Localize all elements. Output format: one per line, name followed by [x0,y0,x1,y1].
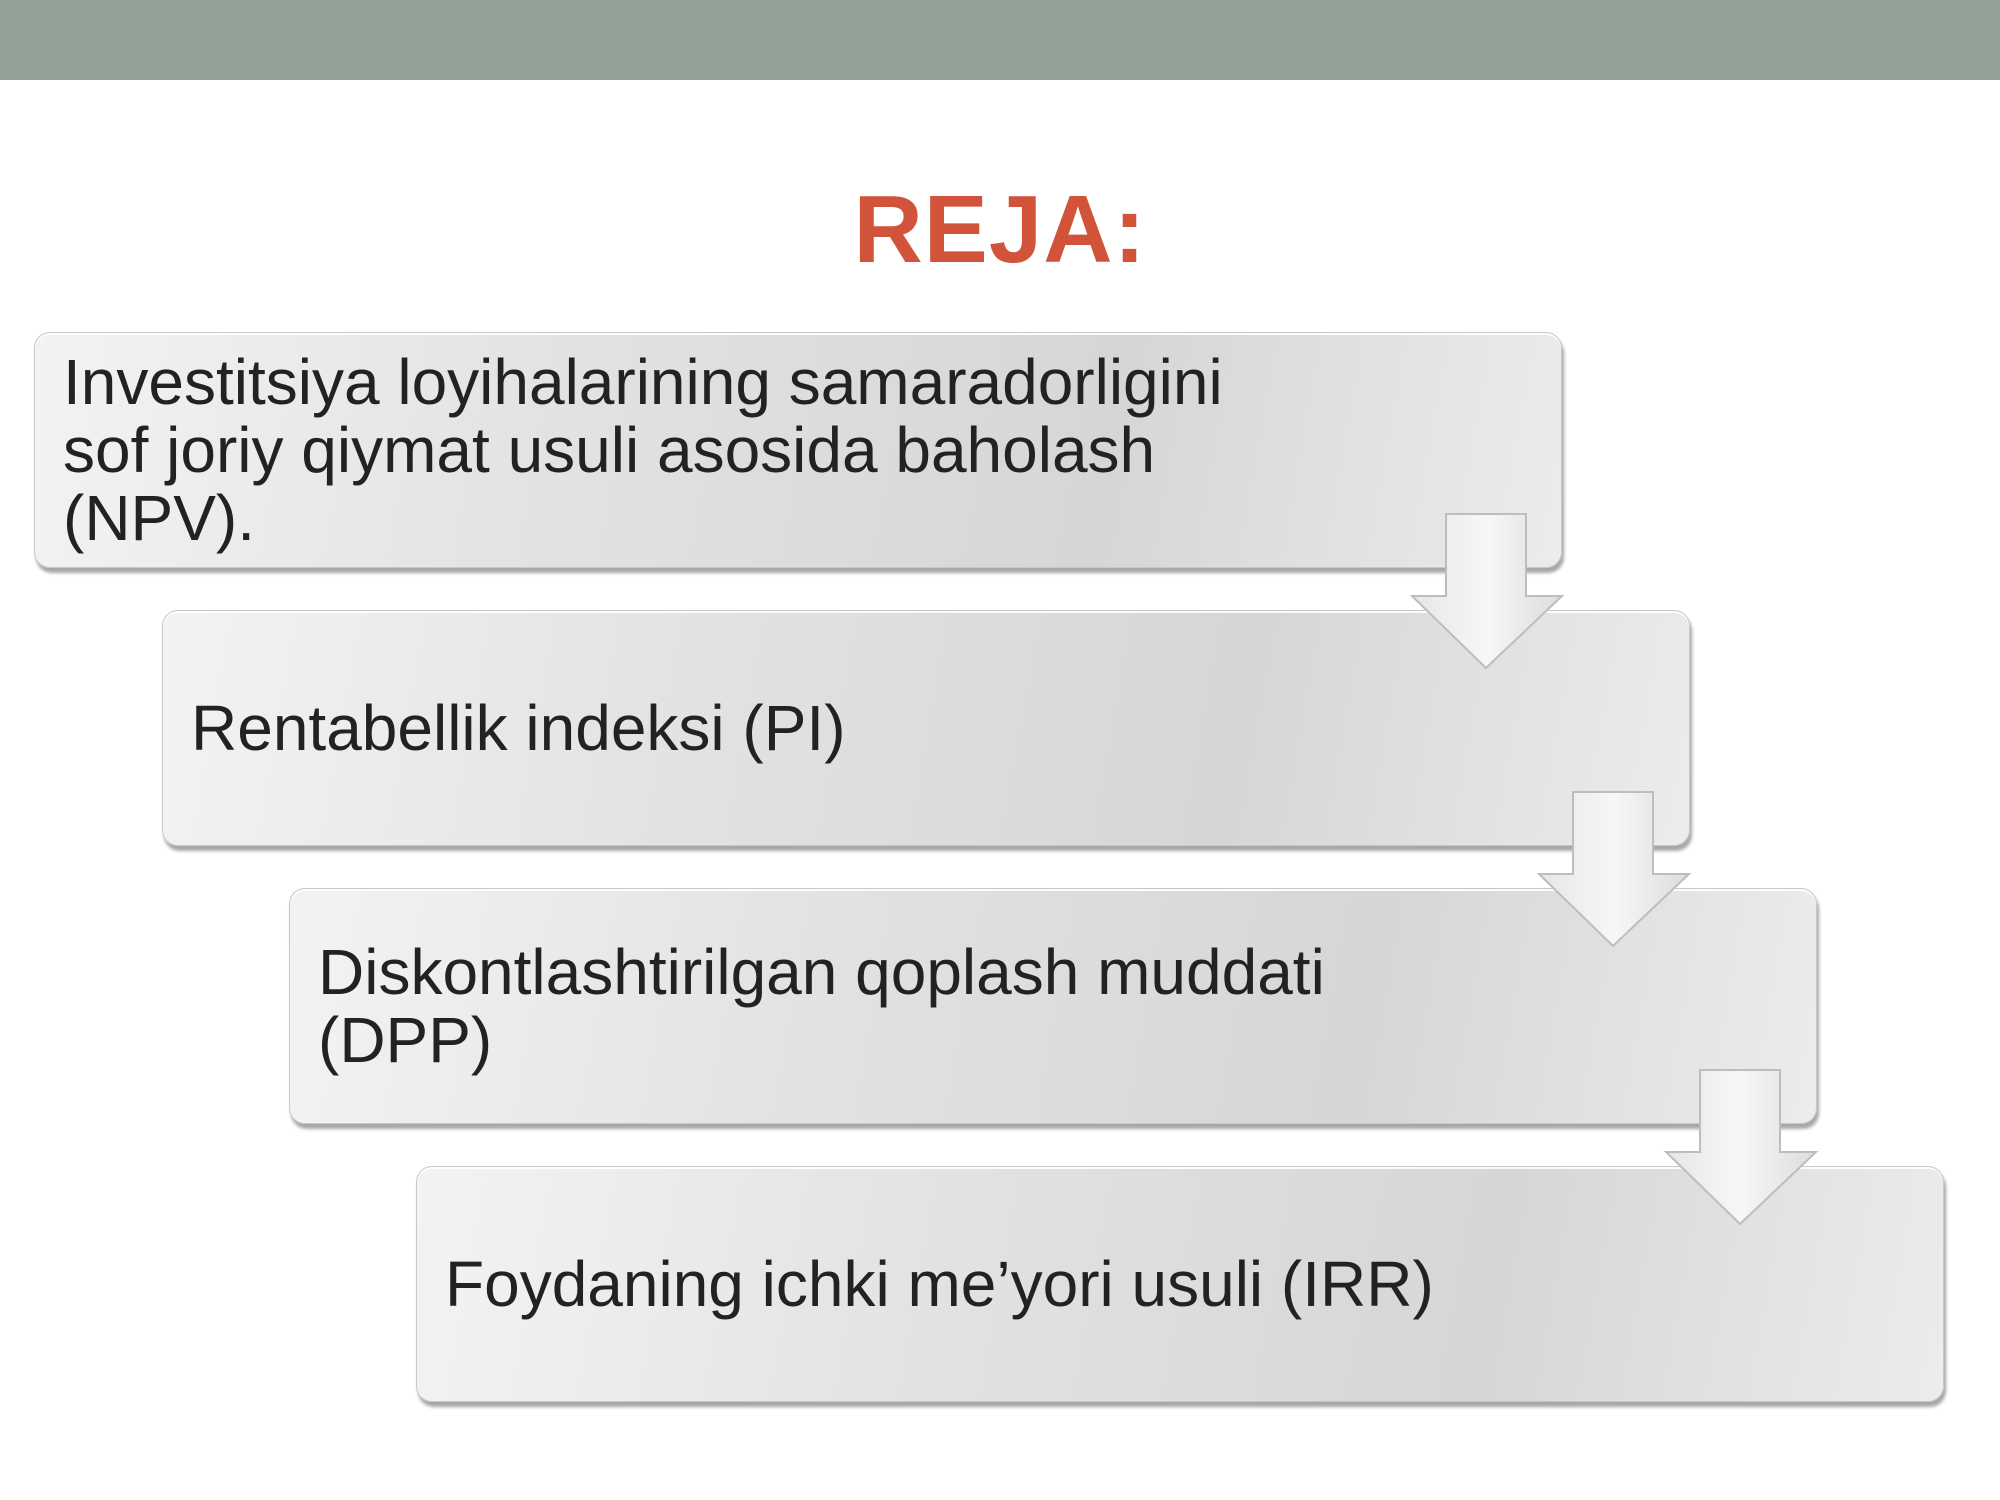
down-arrow-icon [1535,790,1695,950]
step-label-npv: Investitsiya loyihalarining samaradorligini sof joriy qiymat usuli asosida baholash (NPV). [63,346,1223,554]
down-arrow-icon [1408,512,1568,672]
down-arrow-icon [1662,1068,1822,1228]
top-accent-bar [0,0,2000,80]
step-label-pi: Rentabellik indeksi (PI) [191,692,846,764]
step-label-dpp: Diskontlashtirilgan qoplash muddati (DPP) [318,936,1325,1076]
step-label-irr: Foydaning ichki me’yori usuli (IRR) [445,1248,1434,1320]
step-box-npv [34,332,1562,568]
slide-title: REJA: [853,176,1147,283]
